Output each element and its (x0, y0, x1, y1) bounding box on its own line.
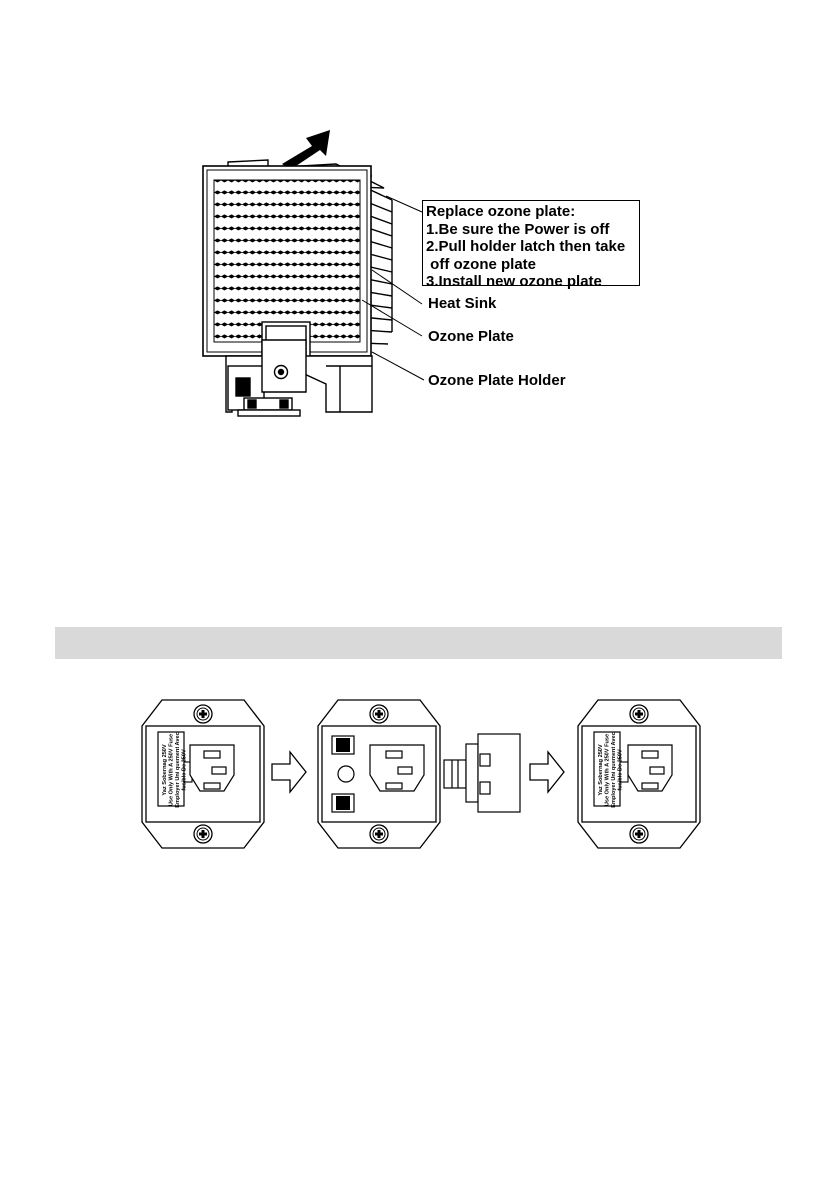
fuse-label-line: Employer Uni quement Avec (175, 732, 181, 808)
callout-step: 1.Be sure the Power is off (426, 220, 610, 238)
heat-sink-label: Heat Sink (428, 295, 497, 312)
screw-icon (370, 825, 388, 843)
fuse-label-line: Employer Uni quement Avec (611, 732, 617, 808)
screw-icon (630, 825, 648, 843)
arrow-right-icon (272, 752, 306, 792)
screw-icon (370, 705, 388, 723)
screw-icon (194, 705, 212, 723)
fuse-label-line: Use Only With A 250V Fuse (604, 733, 611, 807)
callout-title: Replace ozone plate: (426, 203, 576, 220)
ozone-plate-holder-label: Ozone Plate Holder (428, 372, 566, 389)
fuse-panel-after (578, 700, 700, 848)
screw-icon (630, 705, 648, 723)
fuse-label-line: fusible De 250V (181, 749, 188, 791)
fuse-panel-before (142, 700, 264, 848)
callout-step: 3.Install new ozone plate (426, 273, 602, 290)
arrow-right-icon (530, 752, 564, 792)
fuse-label-line: Use Only With A 250V Fuse (168, 733, 175, 807)
callout-step: off ozone plate (426, 255, 536, 273)
ozone-plate-label: Ozone Plate (428, 328, 514, 345)
fuse-label-line: fusible De 250V (617, 749, 624, 791)
fuse-panel-open (318, 700, 520, 848)
callout-step: 2.Pull holder latch then take (426, 238, 626, 255)
fuse-label-line: Yaz Sobernag 250V (598, 744, 604, 796)
fuse-label-line: Yaz Sobernag 250V (162, 744, 168, 796)
screw-icon (194, 825, 212, 843)
